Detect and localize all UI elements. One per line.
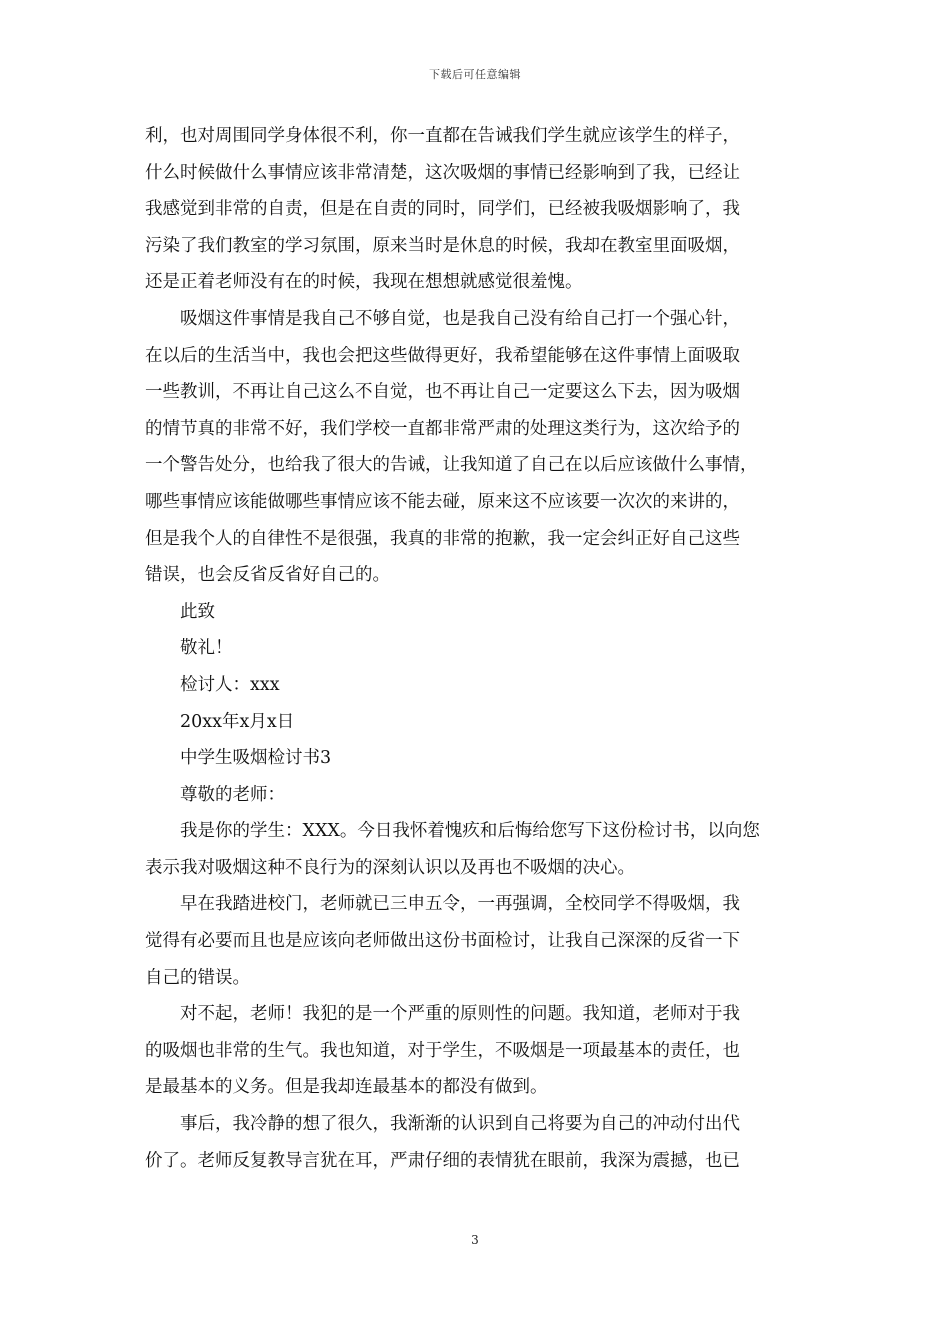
text-line: 错误，也会反省反省好自己的。 bbox=[145, 565, 390, 586]
text-line: 价了。老师反复教导言犹在耳，严肃仔细的表情犹在眼前，我深为震撼，也已 bbox=[145, 1150, 740, 1171]
text-line: 但是我个人的自律性不是很强，我真的非常的抱歉，我一定会纠正好自己这些 bbox=[145, 528, 740, 549]
text-line: 觉得有必要而且也是应该向老师做出这份书面检讨，让我自己深深的反省一下 bbox=[145, 931, 740, 952]
text-line: 表示我对吸烟这种不良行为的深刻认识以及再也不吸烟的决心。 bbox=[145, 857, 635, 878]
text-line: 一个警告处分，也给我了很大的告诫，让我知道了自己在以后应该做什么事情， bbox=[145, 455, 758, 476]
text-line: 事后，我冷静的想了很久，我渐渐的认识到自己将要为自己的冲动付出代 bbox=[180, 1114, 740, 1135]
text-line: 哪些事情应该能做哪些事情应该不能去碰，原来这不应该要一次次的来讲的， bbox=[145, 491, 740, 512]
paragraph-3 bbox=[145, 813, 813, 886]
document-body bbox=[145, 118, 813, 1179]
greeting: 尊敬的老师： bbox=[180, 784, 285, 805]
text-line: 吸烟这件事情是我自己不够自觉，也是我自己没有给自己打一个强心针， bbox=[180, 308, 740, 329]
text-line: 的情节真的非常不好，我们学校一直都非常严肃的处理这类行为，这次给予的 bbox=[145, 418, 740, 439]
date-line: 20xx年x月x日 bbox=[180, 711, 295, 732]
paragraph-4 bbox=[145, 886, 813, 996]
paragraph-6 bbox=[145, 1106, 813, 1179]
paragraph-2 bbox=[145, 301, 813, 594]
salutation: 敬礼！ bbox=[180, 638, 233, 659]
text-line: 自己的错误。 bbox=[145, 967, 250, 988]
page-header: 下载后可任意编辑 bbox=[429, 68, 521, 81]
text-line: 什么时候做什么事情应该非常清楚，这次吸烟的事情已经影响到了我，已经让 bbox=[145, 162, 740, 183]
text-line: 污染了我们教室的学习氛围，原来当时是休息的时候，我却在教室里面吸烟， bbox=[145, 235, 740, 256]
paragraph-5 bbox=[145, 996, 813, 1106]
signer-line: 检讨人：xxx bbox=[180, 674, 280, 695]
text-line: 的吸烟也非常的生气。我也知道，对于学生，不吸烟是一项最基本的责任，也 bbox=[145, 1040, 740, 1061]
text-line: 是最基本的义务。但是我却连最基本的都没有做到。 bbox=[145, 1077, 548, 1098]
text-line: 我是你的学生：XXX。今日我怀着愧疚和后悔给您写下这份检讨书，以向您 bbox=[180, 821, 760, 842]
text-line: 在以后的生活当中，我也会把这些做得更好，我希望能够在这件事情上面吸取 bbox=[145, 345, 740, 366]
page-number: 3 bbox=[471, 1233, 479, 1247]
closing-phrase: 此致 bbox=[180, 601, 215, 622]
paragraph-1 bbox=[145, 118, 813, 301]
text-line: 我感觉到非常的自责，但是在自责的同时，同学们，已经被我吸烟影响了，我 bbox=[145, 199, 740, 220]
text-line: 一些教训，不再让自己这么不自觉，也不再让自己一定要这么下去，因为吸烟 bbox=[145, 382, 740, 403]
text-line: 还是正着老师没有在的时候，我现在想想就感觉很羞愧。 bbox=[145, 272, 583, 293]
text-line: 早在我踏进校门，老师就已三申五令，一再强调，全校同学不得吸烟，我 bbox=[180, 894, 740, 915]
section-title: 中学生吸烟检讨书3 bbox=[180, 748, 332, 769]
text-line: 对不起，老师！我犯的是一个严重的原则性的问题。我知道，老师对于我 bbox=[180, 1004, 740, 1025]
text-line: 利，也对周围同学身体很不利，你一直都在告诫我们学生就应该学生的样子， bbox=[145, 126, 740, 146]
